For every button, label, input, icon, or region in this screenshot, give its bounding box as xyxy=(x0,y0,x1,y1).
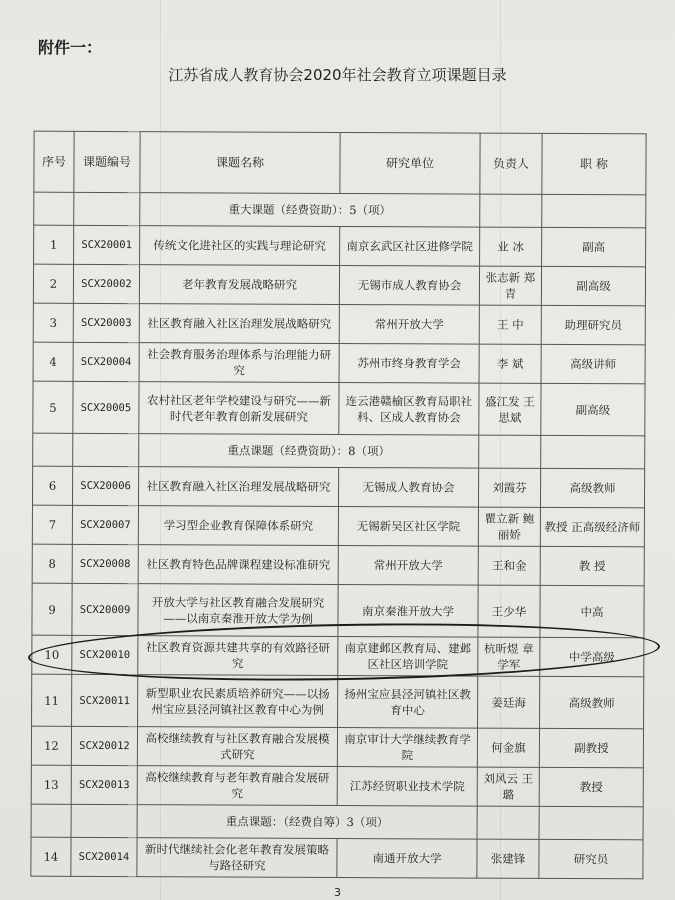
header-code: 课题编号 xyxy=(74,131,140,192)
cell-unit: 扬州宝应县泾河镇社区教育中心 xyxy=(338,675,478,728)
cell-name: 社区教育融入社区治理发展战略研究 xyxy=(139,304,339,344)
cell-owner: 何金旗 xyxy=(477,728,539,767)
document-title: 江苏省成人教育协会2020年社会教育立项课题目录 xyxy=(168,66,507,84)
table-row xyxy=(32,674,644,729)
cell-code: SCX20011 xyxy=(72,674,138,726)
category-key-self: 重点课题：（经费自筹）3（项） xyxy=(137,805,477,839)
cell-name: 传统文化进社区的实践与理论研究 xyxy=(140,226,340,266)
cell-seq: 5 xyxy=(33,381,73,433)
cell-owner: 李 斌 xyxy=(479,344,541,383)
cell-code: SCX20009 xyxy=(72,583,138,635)
table-row xyxy=(33,264,645,306)
cell-name: 老年教育发展战略研究 xyxy=(139,265,339,305)
cell-rank: 教授 正高级经济师 xyxy=(540,507,644,546)
cell-rank: 高级教师 xyxy=(540,676,644,728)
cell-seq: 14 xyxy=(31,837,71,876)
annex-label: 附件一： xyxy=(38,38,103,57)
header-seq: 序号 xyxy=(34,131,74,192)
cell-unit: 常州开放大学 xyxy=(338,545,478,585)
header-name: 课题名称 xyxy=(140,132,340,194)
cell-code: SCX20014 xyxy=(71,837,137,876)
cell-name: 农村社区老年学校建设与研究——新时代老年教育创新发展研究 xyxy=(139,382,339,435)
cell-unit: 连云港赣榆区教育局职社科、区成人教育协会 xyxy=(339,383,479,436)
cell-rank: 研究员 xyxy=(539,839,643,878)
cell-rank: 副教授 xyxy=(539,728,643,767)
cell-code: SCX20001 xyxy=(74,225,140,264)
cell-code: SCX20008 xyxy=(72,544,138,583)
cell-unit: 南通开放大学 xyxy=(337,838,477,878)
category-key-funded: 重点课题（经费资助）：8（项） xyxy=(139,434,479,468)
table-row-highlighted xyxy=(32,635,644,677)
table-row xyxy=(32,505,644,547)
cell-rank: 副高级 xyxy=(541,266,645,305)
cell-owner: 张建锋 xyxy=(477,839,539,878)
cell-code: SCX20013 xyxy=(71,765,137,804)
cell-name: 社会教育服务治理体系与治理能力研究 xyxy=(139,343,339,383)
cell-seq: 11 xyxy=(32,674,72,726)
cell-owner: 盛江发 王思斌 xyxy=(479,383,541,435)
table-row xyxy=(31,837,643,879)
cell-name: 高校继续教育与老年教育融合发展研究 xyxy=(137,766,337,806)
cell-unit: 无锡市成人教育协会 xyxy=(339,266,479,306)
cell-rank: 助理研究员 xyxy=(541,305,645,344)
cell-seq: 12 xyxy=(31,726,71,765)
cell-owner: 瞿立新 鲍丽娇 xyxy=(478,507,540,546)
header-rank: 职 称 xyxy=(542,133,646,194)
cell-unit: 南京审计大学继续教育学院 xyxy=(337,727,477,767)
cell-code: SCX20006 xyxy=(72,466,138,505)
cell-owner: 杭昕煜 章学军 xyxy=(478,637,540,676)
cell-name: 社区教育特色品牌课程建设标准研究 xyxy=(138,545,338,585)
cell-rank: 高级教师 xyxy=(540,468,644,507)
cell-seq: 10 xyxy=(32,635,72,674)
cell-rank: 教授 xyxy=(539,767,643,806)
cell-rank: 副高 xyxy=(542,227,646,266)
cell-owner: 张志新 郑 青 xyxy=(479,266,541,305)
cell-unit: 江苏经贸职业技术学院 xyxy=(337,766,477,806)
cell-owner: 王和金 xyxy=(478,546,540,585)
cell-code: SCX20007 xyxy=(72,505,138,544)
cell-code: SCX20010 xyxy=(72,635,138,674)
cell-seq: 4 xyxy=(33,342,73,381)
cell-name: 社区教育融入社区治理发展战略研究 xyxy=(138,467,338,507)
table-row xyxy=(32,583,644,638)
table-row xyxy=(33,303,645,345)
cell-unit: 无锡成人教育协会 xyxy=(338,468,478,508)
table-row xyxy=(31,765,643,807)
cell-owner: 刘风云 王 璐 xyxy=(477,767,539,806)
cell-name: 学习型企业教育保障体系研究 xyxy=(138,506,338,546)
cell-seq: 9 xyxy=(32,583,72,635)
cell-owner: 业 冰 xyxy=(480,227,542,266)
cell-seq: 6 xyxy=(32,466,72,505)
cell-name: 开放大学与社区教育融合发展研究 ——以南京秦淮开放大学为例 xyxy=(138,584,338,637)
cell-name: 高校继续教育与社区教育融合发展模式研究 xyxy=(137,727,337,767)
category-row xyxy=(33,433,645,469)
cell-owner: 王少华 xyxy=(478,585,540,637)
cell-owner: 刘霞芬 xyxy=(478,468,540,507)
cell-code: SCX20004 xyxy=(73,342,139,381)
table-row xyxy=(32,544,644,586)
cell-code: SCX20003 xyxy=(73,303,139,342)
cell-unit: 常州开放大学 xyxy=(339,305,479,345)
header-owner: 负责人 xyxy=(480,133,542,194)
category-row xyxy=(34,192,646,228)
cell-unit: 无锡新吴区社区学院 xyxy=(338,507,478,547)
table-row xyxy=(32,466,644,508)
table-row xyxy=(33,342,645,384)
cell-unit: 南京玄武区社区进修学院 xyxy=(340,227,480,267)
table-row xyxy=(31,726,643,768)
cell-code: SCX20012 xyxy=(71,726,137,765)
cell-unit: 苏州市终身教育学会 xyxy=(339,344,479,384)
page-number: 3 xyxy=(334,886,341,899)
category-major: 重大课题（经费资助）：5（项） xyxy=(140,193,480,227)
category-row xyxy=(31,804,643,840)
cell-code: SCX20005 xyxy=(73,381,139,433)
cell-seq: 8 xyxy=(32,544,72,583)
cell-unit: 南京秦淮开放大学 xyxy=(338,584,478,637)
cell-rank: 高级讲师 xyxy=(541,344,645,383)
table-row xyxy=(34,225,646,267)
cell-rank: 副高级 xyxy=(541,383,645,435)
header-unit: 研究单位 xyxy=(340,133,480,195)
cell-seq: 3 xyxy=(33,303,73,342)
cell-name: 新时代继续社会化老年教育发展策略与路径研究 xyxy=(137,838,337,878)
cell-owner: 姜廷海 xyxy=(478,676,540,728)
cell-rank: 中高 xyxy=(540,585,644,637)
project-table xyxy=(30,131,646,880)
cell-code: SCX20002 xyxy=(73,264,139,303)
cell-owner: 王 中 xyxy=(479,305,541,344)
cell-name: 新型职业农民素质培养研究——以扬州宝应县泾河镇社区教育中心为例 xyxy=(138,675,338,728)
table-row xyxy=(33,381,645,436)
cell-seq: 7 xyxy=(32,505,72,544)
cell-rank: 中学高级 xyxy=(540,637,644,676)
cell-rank: 教 授 xyxy=(540,546,644,585)
cell-unit: 南京建邺区教育局、建邺区社区培训学院 xyxy=(338,636,478,676)
cell-seq: 13 xyxy=(31,765,71,804)
cell-name: 社区教育资源共建共享的有效路径研究 xyxy=(138,636,338,676)
cell-seq: 1 xyxy=(34,225,74,264)
cell-seq: 2 xyxy=(33,264,73,303)
table-header-row xyxy=(34,131,646,195)
